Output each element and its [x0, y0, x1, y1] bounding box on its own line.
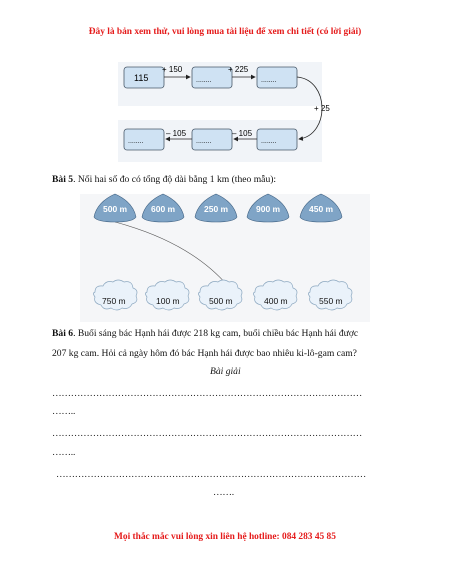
answer-line[interactable]: ………………………………………………………………………………………: [52, 388, 362, 399]
answer-line[interactable]: ……..: [52, 447, 76, 458]
flow-op: + 225: [228, 65, 249, 74]
cloud-label: 750 m: [102, 296, 126, 306]
flow-blank: ........: [261, 138, 277, 145]
drop-label: 500 m: [103, 204, 128, 214]
drop-label: 250 m: [204, 204, 229, 214]
answer-line[interactable]: ……..: [52, 406, 76, 417]
drop-label: 900 m: [256, 204, 281, 214]
flow-blank: ........: [261, 77, 277, 84]
answer-line[interactable]: …….: [213, 487, 234, 498]
cloud-label: 550 m: [319, 296, 343, 306]
cloud-label: 500 m: [209, 296, 233, 306]
solution-title: Bài giải: [210, 366, 241, 377]
flow-blank: ........: [128, 138, 144, 145]
answer-line[interactable]: ………………………………………………………………………………………: [52, 428, 362, 439]
cloud-label: 100 m: [156, 296, 180, 306]
cloud-label: 400 m: [264, 296, 288, 306]
flow-blank: ........: [196, 138, 212, 145]
exercise-6-line-1: Bài 6. Buổi sáng bác Hạnh hái được 218 kg cam, buổi chiều bác Hạnh hái được: [52, 328, 359, 339]
flow-op: + 25: [314, 104, 330, 113]
flow-op: – 105: [166, 129, 187, 138]
matching-exercise: [0, 192, 450, 332]
number-flow-diagram: [0, 50, 450, 210]
exercise-6-line-2: 207 kg cam. Hỏi cả ngày hôm đó bác Hạnh hái được bao nhiêu ki-lô-gam cam?: [52, 348, 357, 359]
flow-op: + 150: [162, 65, 183, 74]
flow-op: – 105: [232, 129, 253, 138]
preview-banner: Đây là bản xem thử, vui lòng mua tài liệu để xem chi tiết (có lời giải): [88, 27, 362, 37]
flow-blank: ........: [196, 77, 212, 84]
flow-start-value: 115: [134, 73, 149, 83]
exercise-5-instruction: Bài 5. Nối hai số đo có tổng độ dài bằng 1 km (theo mẫu):: [52, 174, 277, 185]
answer-line[interactable]: ………………………………………………………………………………………: [56, 469, 366, 480]
hotline-banner: Mọi thắc mắc vui lòng xin liên hệ hotline: 084 283 45 85: [114, 532, 336, 542]
drop-label: 600 m: [151, 204, 176, 214]
drop-label: 450 m: [309, 204, 334, 214]
